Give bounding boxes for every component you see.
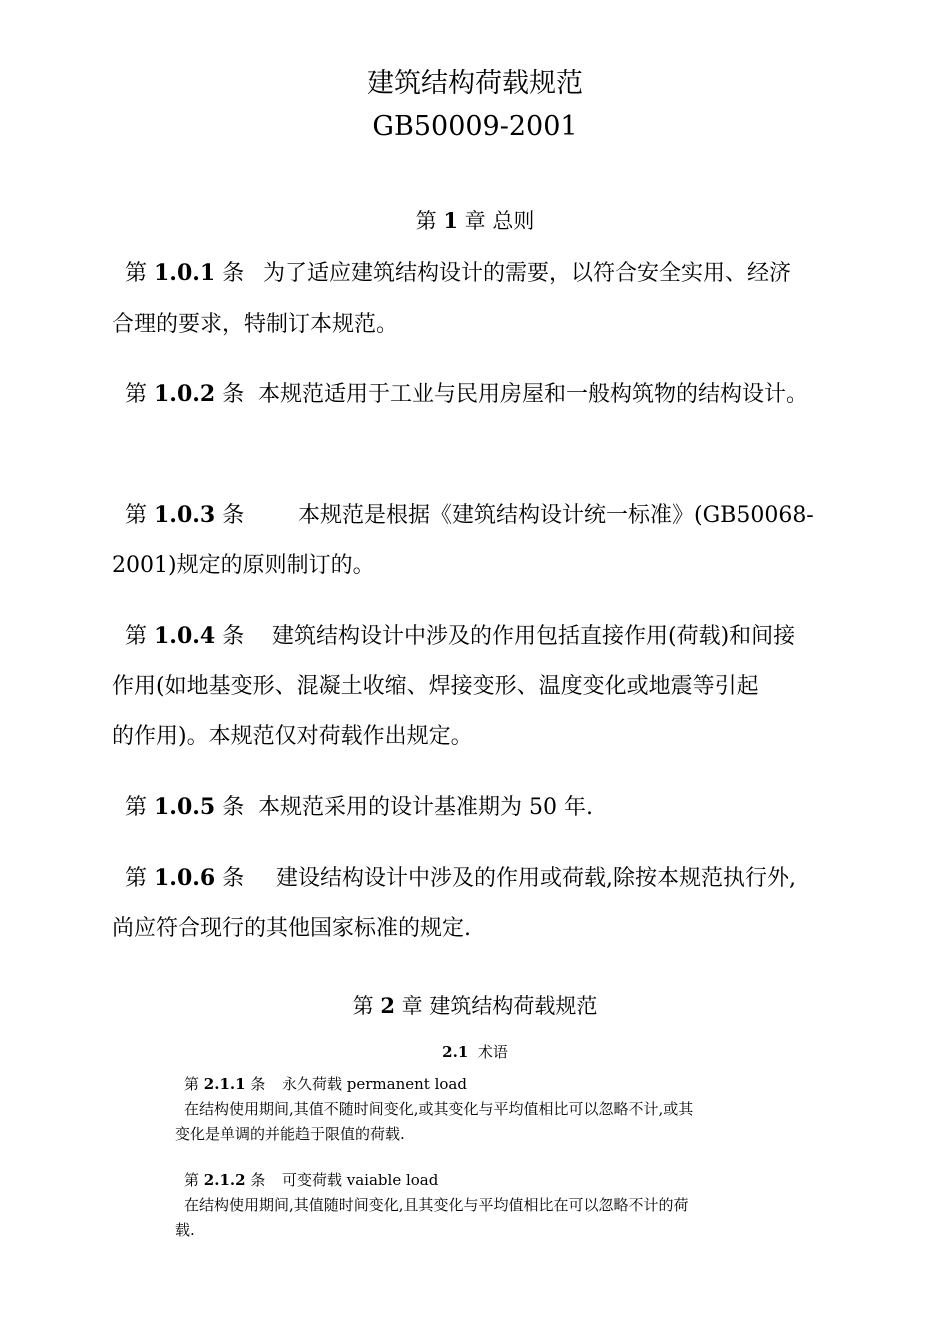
article-1-0-6-line-2: 尚应符合现行的其他国家标准的规定. <box>112 916 471 941</box>
article-1-0-4-line-1: 建筑结构设计中涉及的作用包括直接作用(荷载)和间接 <box>272 624 796 649</box>
article-1-0-6-line-1: 建设结构设计中涉及的作用或荷载,除按本规范执行外, <box>276 866 796 891</box>
article-2-1-1-term: 永久荷载 permanent load <box>282 1075 467 1093</box>
article-1-0-4-line-3: 的作用)。本规范仅对荷载作出规定。 <box>112 724 473 749</box>
article-1-0-6-label: 第 1.0.6 条 <box>125 865 245 891</box>
article-1-0-3-line-1: 本规范是根据《建筑结构设计统一标准》(GB50068- <box>298 503 814 528</box>
article-2-1-2-label: 第 2.1.2 条 <box>184 1171 266 1189</box>
article-1-0-1-line-1: 为了适应建筑结构设计的需要，以符合安全实用、经济 <box>263 261 792 286</box>
article-2-1-1-line-2: 变化是单调的并能趋于限值的荷载. <box>175 1125 405 1143</box>
article-1-0-1-line-2: 合理的要求，特制订本规范。 <box>112 312 399 337</box>
article-1-0-5-label: 第 1.0.5 条 <box>125 794 245 820</box>
article-2-1-1-label: 第 2.1.1 条 <box>184 1075 266 1093</box>
chapter-2-heading: 第 2 章 建筑结构荷载规范 <box>352 993 598 1018</box>
article-2-1-2-line-1: 在结构使用期间,其值随时间变化,且其变化与平均值相比在可以忽略不计的荷 <box>184 1196 689 1214</box>
article-1-0-5-line-1: 本规范采用的设计基准期为 50 年. <box>258 795 593 820</box>
article-1-0-1-label: 第 1.0.1 条 <box>125 260 245 286</box>
article-2-1-1-line-1: 在结构使用期间,其值不随时间变化,或其变化与平均值相比可以忽略不计,或其 <box>184 1100 694 1118</box>
article-1-0-4-label: 第 1.0.4 条 <box>125 623 245 649</box>
document-title: 建筑结构荷载规范 <box>367 68 583 99</box>
document-code: GB50009-2001 <box>372 111 578 142</box>
article-1-0-3-line-2: 2001)规定的原则制订的。 <box>112 553 375 578</box>
article-1-0-2-line-1: 本规范适用于工业与民用房屋和一般构筑物的结构设计。 <box>258 382 809 407</box>
article-2-1-2-term: 可变荷载 vaiable load <box>282 1171 439 1189</box>
article-1-0-4-line-2: 作用(如地基变形、混凝土收缩、焊接变形、温度变化或地震等引起 <box>112 674 759 699</box>
article-1-0-2-label: 第 1.0.2 条 <box>125 381 245 407</box>
article-1-0-3-label: 第 1.0.3 条 <box>125 502 245 528</box>
article-2-1-2-line-2: 载. <box>175 1221 195 1239</box>
section-2-1-heading: 2.1 术语 <box>442 1043 508 1061</box>
chapter-1-heading: 第 1 章 总则 <box>415 208 535 233</box>
